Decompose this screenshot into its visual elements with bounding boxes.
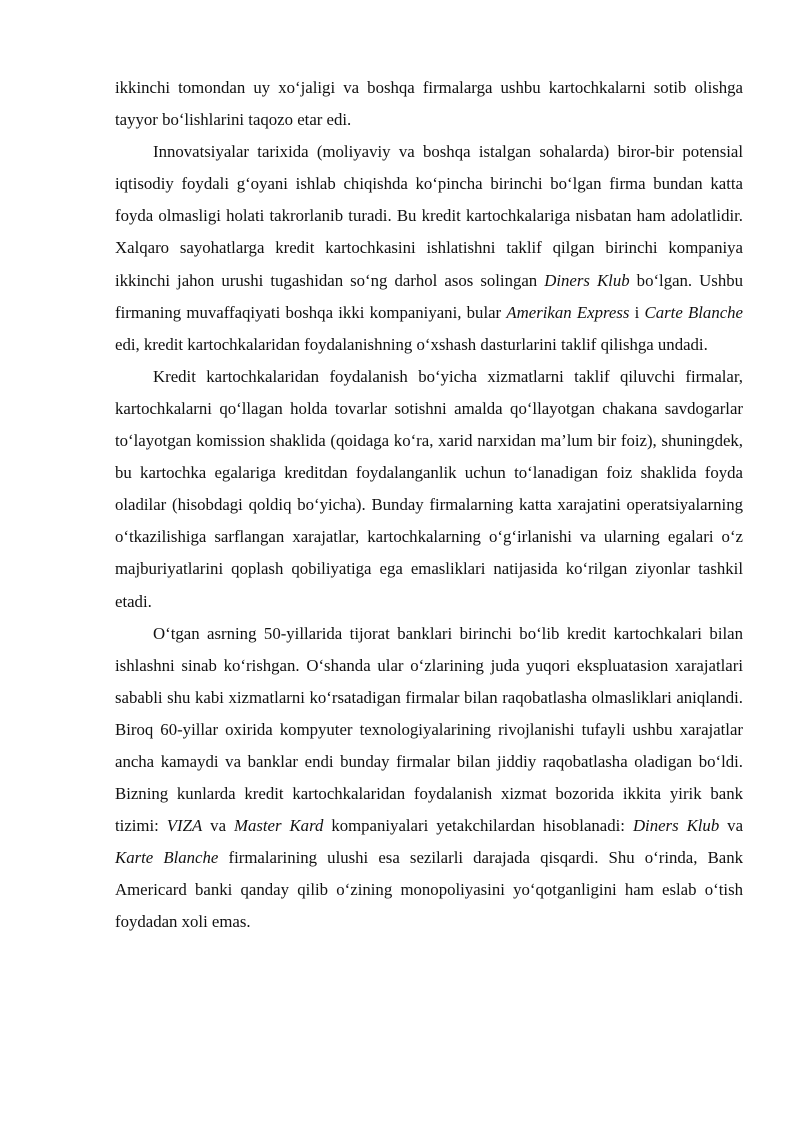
text-run: i [629, 302, 645, 322]
paragraph-1 [115, 72, 743, 136]
italic-run: Carte Blanche [644, 302, 743, 322]
italic-run: Amerikan Express [506, 302, 630, 322]
text-run: Kredit kartochkalaridan foydalanish bo‘yicha xizmatlarni taklif qiluvchi firmalar, kartochkalarni qo‘llagan holda tovarlar sotishni amalda qo‘llayotgan chakana savdogarlar to‘layotgan komission shaklida (qoidaga ko‘ra, xarid narxidan ma’lum bir foiz), shuningdek, bu kartochka egalariga kreditdan foydalanganlik uchun to‘lanadigan foiz shaklida foyda oladilar (hisobdagi qoldiq bo‘yicha). Bunday firmalarning katta xarajatini operatsiyalarning o‘tkazilishiga sarflangan xarajatlar, kartochkalarning o‘g‘irlanishi va ularning egalari o‘z majburiyatlarini qoplash qobiliyatiga ega emasliklari natijasida ko‘rilgan ziyonlar tashkil etadi. [115, 366, 743, 611]
paragraph-4 [115, 618, 743, 939]
italic-run: Master Kard [233, 816, 324, 836]
italic-run: Diners Klub [544, 270, 630, 290]
text-run: va [202, 816, 234, 836]
text-run: O‘tgan asrning 50-yillarida tijorat banklari birinchi bo‘lib kredit kartochkalari bilan ishlashni sinab ko‘rishgan. O‘shanda ular o‘zlarining juda yuqori ekspluatasion xarajatlari sababli shu kabi xizmatlarni ko‘rsatadigan firmalar bilan raqobatlasha olmasliklari aniqlandi. Biroq 60-yillar oxirida kompyuter texnologiyalarining rivojlanishi tufayli ushbu xarajatlar ancha kamaydi va banklar endi bunday firmalar bilan jiddiy raqobatlasha oladigan bo‘ldi. Bizning kunlarda kredit kartochkalaridan foydalanish xizmat bozorida ikkita yirik bank tizimi: [115, 623, 743, 836]
text-run: va [719, 816, 744, 836]
paragraph-2 [115, 136, 743, 361]
italic-run: Diners Klub [632, 816, 720, 836]
text-run: firmalarining ulushi esa sezilarli darajada qisqardi. Shu o‘rinda, Bank Americard banki qanday qilib o‘zining monopoliyasini yo‘qotganligini ham eslab o‘tish foydadan xoli emas. [115, 848, 744, 932]
text-run: bo‘lgan. Ushbu firmaning muvaffaqiyati boshqa ikki kompaniyani, bular [115, 270, 743, 322]
italic-run: VIZA [166, 816, 203, 836]
text-run: edi, kredit kartochkalaridan foydalanishning o‘xshash dasturlarini taklif qilishga undadi. [115, 334, 708, 354]
text-run: Innovatsiyalar tarixida (moliyaviy va boshqa istalgan sohalarda) biror-bir potensial iqtisodiy foydali g‘oyani ishlab chiqishda ko‘pincha birinchi bo‘lgan firma bundan katta foyda olmasligi holati takrorlanib turadi. Bu kredit kartochkalariga nisbatan ham adolatlidir. Xalqaro sayohatlarga kredit kartochkasini ishlatishni taklif qilgan birinchi kompaniya ikkinchi jahon urushi tugashidan so‘ng darhol asos solingan [115, 142, 743, 290]
italic-run: Karte Blanche [115, 848, 219, 868]
text-run: ikkinchi tomondan uy xo‘jaligi va boshqa firmalarga ushbu kartochkalarni sotib olishga tayyor bo‘lishlarini taqozo etar edi. [115, 78, 743, 130]
text-run: kompaniyalari yetakchilardan hisoblanadi: [323, 816, 633, 836]
paragraph-3 [115, 361, 743, 618]
